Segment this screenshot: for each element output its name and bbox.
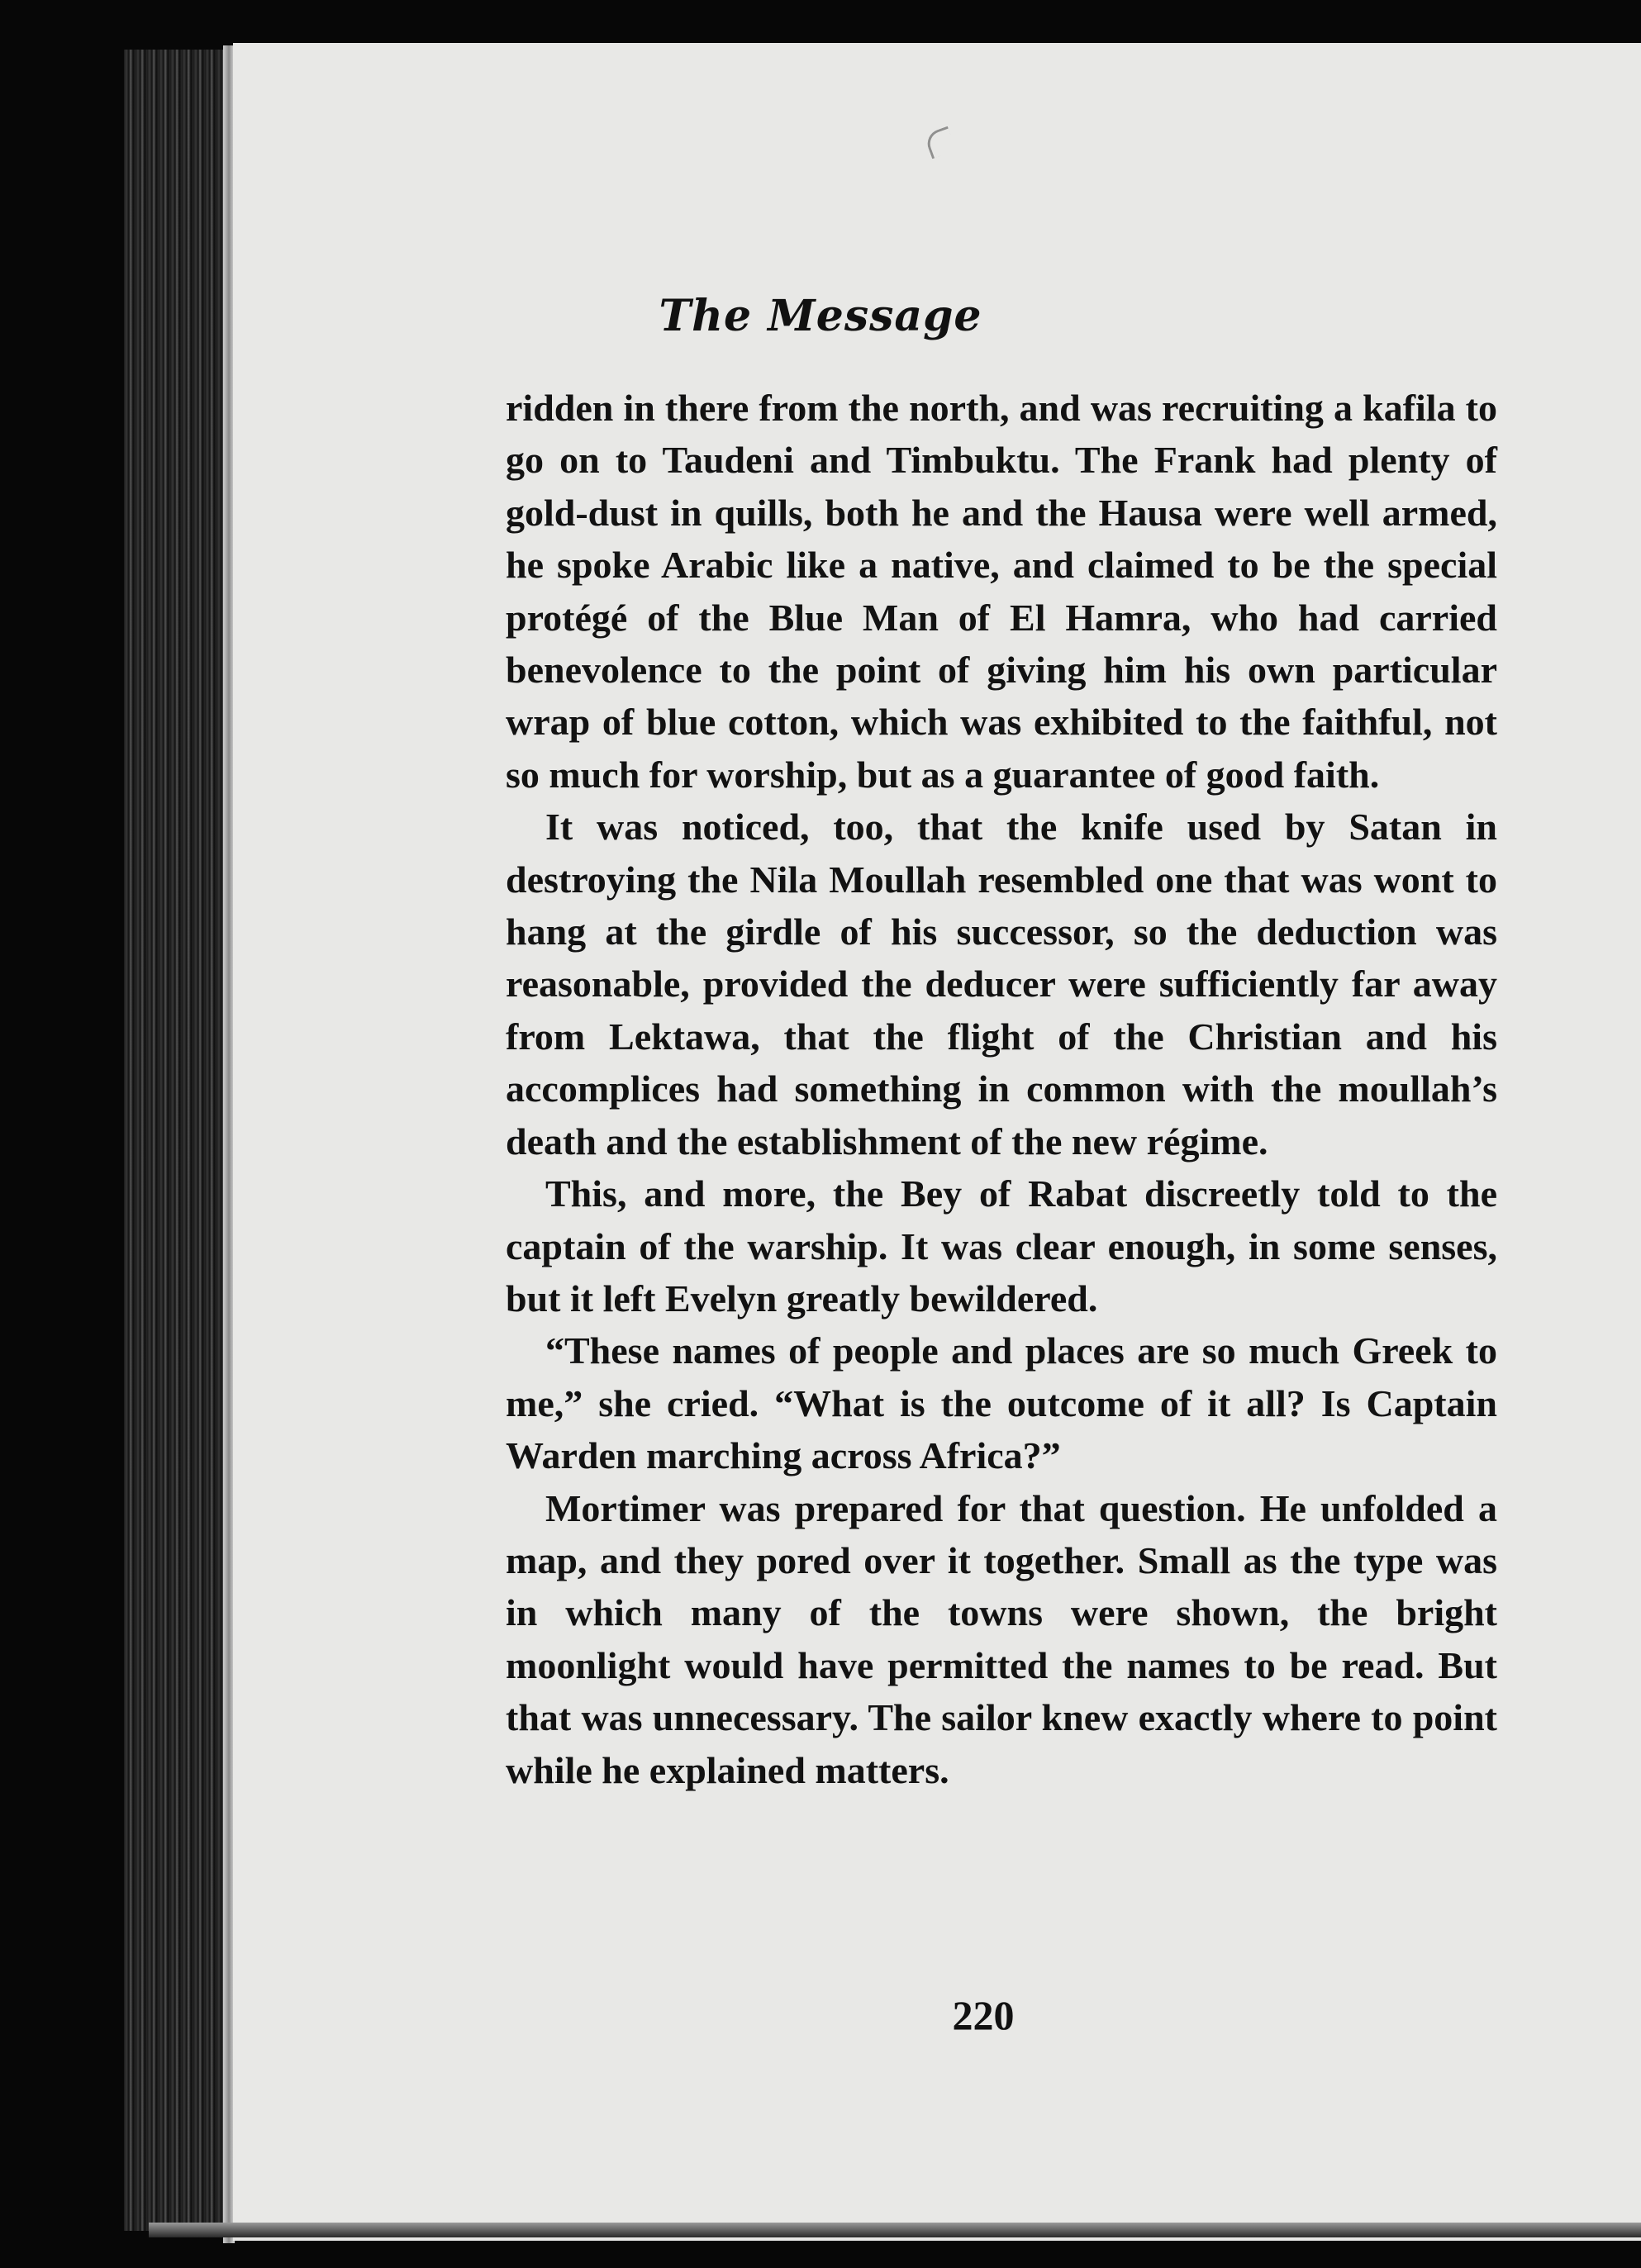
page-bottom-edge <box>149 2223 1641 2237</box>
paragraph-4: “These names of people and places are so much Greek to me,” she cried. “What is the outcome of it all? Is Captain Warden marching across Africa?” <box>506 1329 1497 1477</box>
paragraph-3: This, and more, the Bey of Rabat discreetly told to the captain of the warship. It was clear enough, in some senses, but it left Evelyn greatly bewildered. <box>506 1172 1497 1319</box>
stray-pencil-mark <box>924 126 957 159</box>
paragraph-2: It was noticed, too, that the knife used by Satan in destroying the Nila Moullah resembled one that was wont to hang at the girdle of his successor, so the deduction was reasonable, provided the deducer were sufficiently far away from Lektawa, that the flight of the Christian and his accomplices had something in common with the moullah’s death and the establishment of the new régime. <box>506 806 1497 1163</box>
body-text <box>506 382 1497 1796</box>
paragraph-1: ridden in there from the north, and was recruiting a kafila to go on to Taudeni and Timbuktu. The Frank had plenty of gold-dust in quills, both he and the Hausa were well armed, he spoke Arabic like a native, and claimed to be the special protégé of the Blue Man of El Hamra, who had carried benevolence to the point of giving him his own particular wrap of blue cotton, which was exhibited to the faithful, not so much for worship, but as a guarantee of good faith. <box>506 387 1497 796</box>
paragraph-5: Mortimer was prepared for that question. He unfolded a map, and they pored over it together. Small as the type was in which many of the towns were shown, the bright moonlight would have permitted the names to be read. But that was unnecessary. The sailor knew exactly where to point while he explained matters. <box>506 1486 1497 1791</box>
running-head: The Message <box>659 291 982 341</box>
book-gutter <box>124 50 231 2231</box>
page-number: 220 <box>952 1992 1015 2038</box>
